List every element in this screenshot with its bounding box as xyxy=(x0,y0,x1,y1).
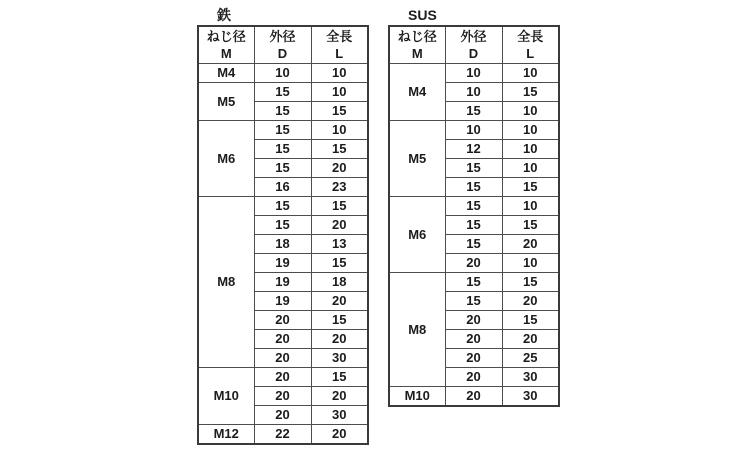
d-value-cell: 20 xyxy=(254,368,311,387)
l-value-cell: 13 xyxy=(311,235,368,254)
d-value-cell: 15 xyxy=(254,140,311,159)
header-line1: 外径 xyxy=(460,29,487,44)
table-row xyxy=(198,425,368,445)
d-value-cell: 10 xyxy=(254,64,311,83)
l-value-cell: 15 xyxy=(311,311,368,330)
d-value-cell: 16 xyxy=(254,178,311,197)
spec-table-sus xyxy=(388,25,560,407)
l-value-cell: 10 xyxy=(502,121,559,140)
d-value-cell: 20 xyxy=(445,349,502,368)
l-value-cell: 20 xyxy=(502,330,559,349)
m-size-cell: M6 xyxy=(389,197,445,273)
header-line2: D xyxy=(277,46,288,61)
col-header-thread-dia xyxy=(389,26,445,64)
d-value-cell: 15 xyxy=(254,121,311,140)
col-header-length xyxy=(311,26,368,64)
l-value-cell: 15 xyxy=(502,216,559,235)
d-value-cell: 15 xyxy=(445,235,502,254)
d-value-cell: 18 xyxy=(254,235,311,254)
table-title-sus: SUS xyxy=(408,7,437,23)
header-line1: ねじ径 xyxy=(397,29,437,44)
l-value-cell: 20 xyxy=(502,292,559,311)
d-value-cell: 19 xyxy=(254,292,311,311)
l-value-cell: 15 xyxy=(311,140,368,159)
spec-section-sus xyxy=(388,6,560,407)
d-value-cell: 15 xyxy=(445,216,502,235)
l-value-cell: 15 xyxy=(502,311,559,330)
d-value-cell: 15 xyxy=(445,178,502,197)
d-value-cell: 15 xyxy=(445,273,502,292)
table-row xyxy=(198,64,368,83)
col-header-outer-dia xyxy=(445,26,502,64)
l-value-cell: 23 xyxy=(311,178,368,197)
d-value-cell: 20 xyxy=(254,349,311,368)
d-value-cell: 19 xyxy=(254,273,311,292)
d-value-cell: 15 xyxy=(445,102,502,121)
d-value-cell: 20 xyxy=(445,254,502,273)
table-row xyxy=(198,368,368,387)
d-value-cell: 20 xyxy=(445,311,502,330)
d-value-cell: 15 xyxy=(254,83,311,102)
l-value-cell: 10 xyxy=(502,64,559,83)
header-row xyxy=(389,26,559,64)
d-value-cell: 20 xyxy=(254,387,311,406)
m-size-cell: M8 xyxy=(198,197,254,368)
l-value-cell: 30 xyxy=(311,349,368,368)
d-value-cell: 20 xyxy=(254,406,311,425)
header-line1: 全長 xyxy=(326,29,353,44)
l-value-cell: 15 xyxy=(311,102,368,121)
l-value-cell: 10 xyxy=(502,159,559,178)
d-value-cell: 15 xyxy=(445,197,502,216)
l-value-cell: 25 xyxy=(502,349,559,368)
l-value-cell: 10 xyxy=(311,64,368,83)
m-size-cell: M4 xyxy=(198,64,254,83)
d-value-cell: 22 xyxy=(254,425,311,445)
header-line2: L xyxy=(335,46,344,61)
table-row xyxy=(198,197,368,216)
l-value-cell: 15 xyxy=(502,273,559,292)
l-value-cell: 15 xyxy=(311,368,368,387)
d-value-cell: 12 xyxy=(445,140,502,159)
l-value-cell: 18 xyxy=(311,273,368,292)
l-value-cell: 10 xyxy=(311,121,368,140)
d-value-cell: 20 xyxy=(445,387,502,407)
d-value-cell: 10 xyxy=(445,64,502,83)
table-title-iron: 鉄 xyxy=(217,7,231,23)
spec-section-iron xyxy=(197,6,369,445)
m-size-cell: M4 xyxy=(389,64,445,121)
l-value-cell: 20 xyxy=(311,425,368,445)
l-value-cell: 20 xyxy=(311,216,368,235)
d-value-cell: 15 xyxy=(445,292,502,311)
header-line2: L xyxy=(526,46,535,61)
l-value-cell: 15 xyxy=(502,178,559,197)
table-row xyxy=(389,273,559,292)
col-header-outer-dia xyxy=(254,26,311,64)
table-row xyxy=(389,197,559,216)
m-size-cell: M6 xyxy=(198,121,254,197)
m-size-cell: M8 xyxy=(389,273,445,387)
l-value-cell: 15 xyxy=(311,197,368,216)
d-value-cell: 15 xyxy=(445,159,502,178)
d-value-cell: 10 xyxy=(445,121,502,140)
d-value-cell: 19 xyxy=(254,254,311,273)
l-value-cell: 20 xyxy=(311,387,368,406)
l-value-cell: 30 xyxy=(502,368,559,387)
d-value-cell: 15 xyxy=(254,216,311,235)
table-row xyxy=(389,121,559,140)
d-value-cell: 20 xyxy=(445,330,502,349)
d-value-cell: 20 xyxy=(254,330,311,349)
l-value-cell: 30 xyxy=(502,387,559,407)
m-size-cell: M5 xyxy=(389,121,445,197)
header-line1: 全長 xyxy=(517,29,544,44)
header-line2: D xyxy=(468,46,479,61)
l-value-cell: 10 xyxy=(502,254,559,273)
d-value-cell: 20 xyxy=(254,311,311,330)
header-row xyxy=(198,26,368,64)
l-value-cell: 20 xyxy=(311,159,368,178)
col-header-length xyxy=(502,26,559,64)
header-line1: 外径 xyxy=(269,29,296,44)
header-line2: M xyxy=(220,46,232,61)
table-row xyxy=(389,64,559,83)
l-value-cell: 10 xyxy=(502,102,559,121)
table-row xyxy=(198,83,368,102)
d-value-cell: 15 xyxy=(254,159,311,178)
m-size-cell: M10 xyxy=(198,368,254,425)
l-value-cell: 15 xyxy=(311,254,368,273)
l-value-cell: 30 xyxy=(311,406,368,425)
d-value-cell: 10 xyxy=(445,83,502,102)
d-value-cell: 20 xyxy=(445,368,502,387)
l-value-cell: 20 xyxy=(502,235,559,254)
d-value-cell: 15 xyxy=(254,102,311,121)
col-header-thread-dia xyxy=(198,26,254,64)
l-value-cell: 10 xyxy=(502,197,559,216)
header-line2: M xyxy=(411,46,423,61)
m-size-cell: M5 xyxy=(198,83,254,121)
l-value-cell: 20 xyxy=(311,292,368,311)
l-value-cell: 10 xyxy=(311,83,368,102)
table-row xyxy=(389,387,559,407)
m-size-cell: M10 xyxy=(389,387,445,407)
l-value-cell: 10 xyxy=(502,140,559,159)
l-value-cell: 15 xyxy=(502,83,559,102)
l-value-cell: 20 xyxy=(311,330,368,349)
table-row xyxy=(198,121,368,140)
spec-table-iron xyxy=(197,25,369,445)
header-line1: ねじ径 xyxy=(206,29,246,44)
d-value-cell: 15 xyxy=(254,197,311,216)
m-size-cell: M12 xyxy=(198,425,254,445)
